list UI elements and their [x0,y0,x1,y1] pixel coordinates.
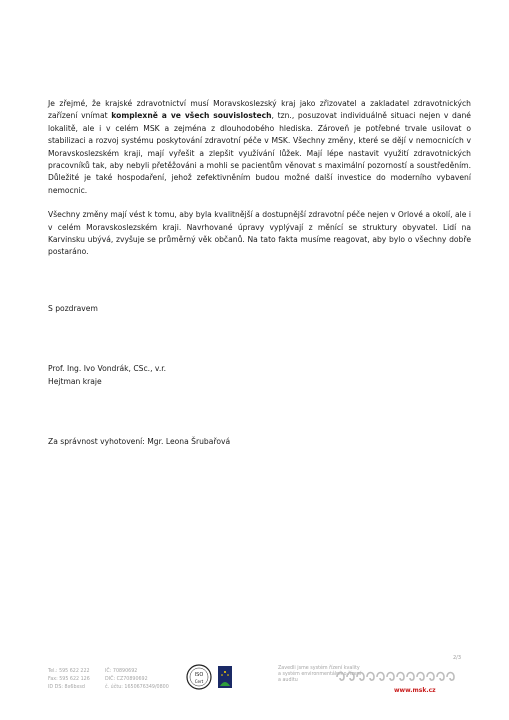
website-link[interactable]: www.msk.cz [394,687,436,694]
footer-ds: ID DS: 8x6bxsd [48,685,85,690]
paragraph-1 [48,98,471,197]
eco-label-icon [218,666,232,688]
footer-ids [105,668,169,692]
footer-fax: Fax: 595 622 126 [48,677,90,682]
letter-body [48,98,471,449]
paragraph-1-bold: komplexně a ve všech souvislostech [111,111,272,121]
iso-badge-icon [187,665,211,689]
page-number: 2/3 [453,655,462,661]
footer-tel: Tel.: 595 622 222 [48,669,90,674]
footer-quality-line3: a auditu [278,678,298,684]
iso-badge-label: ISO [194,672,204,678]
footer-dic: DIČ: CZ70890692 [105,677,148,682]
paragraph-1-text-a: Je zřejmé, že krajské zdravotnictví musí Moravskoslezský kraj jako zřizovatel a zakladatel zdravotnických zařízení vnímat [48,99,471,121]
signature-name: Prof. Ing. Ivo Vondrák, CSc., v.r. [48,364,167,374]
iso-badge-sub: Cert [194,679,204,684]
footer-ic: IČ: 70890692 [105,669,138,674]
greeting: S pozdravem [48,303,98,313]
prepared-by: Za správnost vyhotovení: Mgr. Leona Šrubařová [48,437,231,447]
certification-badges [186,664,246,696]
signature-title: Hejtman kraje [48,376,102,386]
footer-quality-line2: a systém environmentálního řízení [278,672,362,678]
footer [48,668,468,700]
paragraph-1-text-b: , tzn., posuzovat individuálně situaci nejen v dané lokalitě, ale i v celém MSK a zejména z dlouhodobého hlediska. Zároveň je potřebné trvale usilovat o stabilizaci a rozvoj systému poskytování zdravotní péče v MSK. Všechny změny, které se dějí v nemocnicích v Moravskoslezském kraji, mají vyřešit a zlepšit využívání lůžek. Mají lépe nastavit využití zdravotnických pracovníků tak, aby nebyli přetěžováni a mohli se pacientům věnovat s maximální pozorností a soustředěním. Důležité je také hospodaření, jehož zefektivněním budou možné další investice do moderního vybavení nemocnic. [48,111,471,195]
footer-quality-line1: Zavedli jsme systém řízení kvality [278,666,360,671]
paragraph-2: Všechny změny mají vést k tomu, aby byla kvalitnější a dostupnější zdravotní péče nejen v Orlové a okolí, ale i v celém Moravskoslezském kraji. Navrhované úpravy vyplývají z měnící se struktury obyvatel. Lidí na Karvinsku ubývá, zvyšuje se průměrný věk občanů. Na tato fakta musíme reagovat, aby bylo o všechny dobře postaráno. [48,210,471,257]
footer-contacts [48,668,90,692]
region-logo-swirls-icon [335,667,465,681]
footer-account: č. účtu: 1650676349/0800 [105,685,169,690]
